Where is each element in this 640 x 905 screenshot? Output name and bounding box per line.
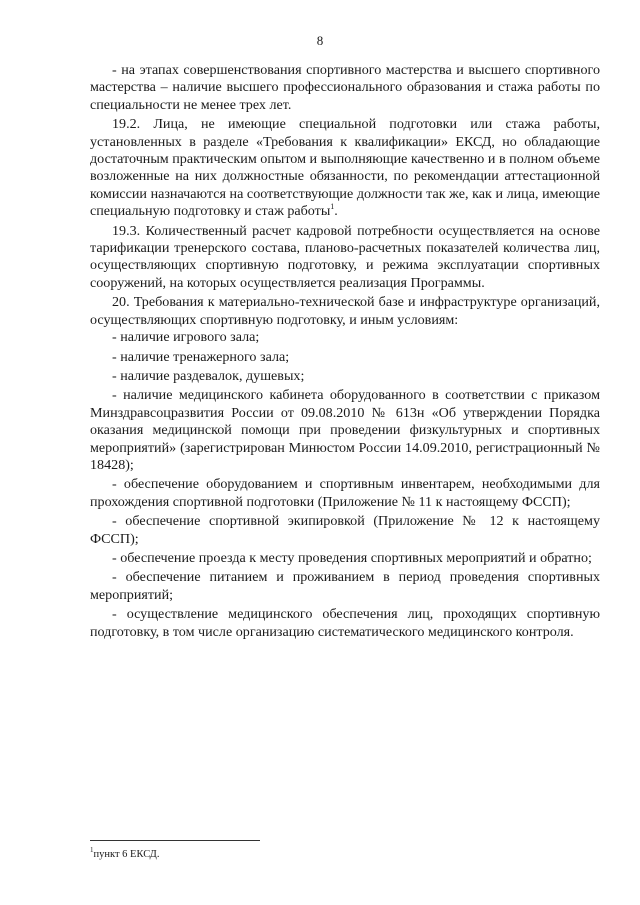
paragraph-3: 19.3. Количественный расчет кадровой потребности осуществляется на основе тарификации тренерского состава, планово-расчетных показателей количества лиц, осуществляющих спортивную подготовку, и режима эксплуатации спортивных сооружений, на которых осуществляется реализация Программы.: [90, 222, 600, 291]
paragraph-1: - на этапах совершенствования спортивного мастерства и высшего спортивного мастерства – наличие высшего профессионального образования и стажа работы по специальности не менее трех лет.: [90, 62, 600, 113]
list-item-outfit: - обеспечение спортивной экипировкой (Приложение № 12 к настоящему ФССП);: [90, 513, 600, 547]
paragraph-2-text: 19.2. Лица, не имеющие специальной подготовки или стажа работы, установленных в разделе «Требования к квалификации» ЕКСД, но обладающие достаточным практическим опытом и выполняющие качественно и в полном объеме возложенные на них должностные обязанности, по рекомендации аттестационной комиссии назначаются на соответствующие должности так же, как и лица, имеющие специальную подготовку и стаж работы: [90, 116, 600, 220]
paragraph-2: [90, 116, 600, 220]
page-number: 8: [316, 33, 324, 48]
list-item-medical-office: - наличие медицинского кабинета оборудованного в соответствии с приказом Минздравсоцразвития России от 09.08.2010 № 613н «Об утверждении Порядка оказания медицинской помощи при проведении физкультурных и спортивных мероприятий» (зарегистрирован Минюстом России 14.09.2010, регистрационный № 18428);: [90, 387, 600, 473]
paragraph-4: 20. Требования к материально-технической базе и инфраструктуре организаций, осуществляющих спортивную подготовку, и иным условиям:: [90, 294, 600, 328]
paragraph-2-suffix: .: [334, 203, 338, 220]
list-item-fitness-room: - наличие тренажерного зала;: [112, 348, 290, 365]
list-item-gym: - наличие игрового зала;: [112, 329, 260, 346]
document-body: [90, 62, 600, 641]
footnote-marker: 1: [90, 846, 94, 854]
list-item-equipment: - обеспечение оборудованием и спортивным инвентарем, необходимыми для прохождения спортивной подготовки (Приложение № 11 к настоящему ФССП);: [90, 476, 600, 510]
list-item-medical-support: - осуществление медицинского обеспечения лиц, проходящих спортивную подготовку, в том числе организацию систематического медицинского контроля.: [90, 606, 600, 640]
footnote: [90, 846, 160, 860]
footnote-separator: [90, 840, 260, 841]
footnote-ref-1: 1: [330, 202, 335, 212]
list-item-travel: - обеспечение проезда к месту проведения спортивных мероприятий и обратно;: [112, 549, 592, 566]
list-item-meals: - обеспечение питанием и проживанием в период проведения спортивных мероприятий;: [90, 569, 600, 603]
list-item-locker-rooms: - наличие раздевалок, душевых;: [112, 367, 305, 384]
footnote-text: пункт 6 ЕКСД.: [93, 849, 160, 860]
